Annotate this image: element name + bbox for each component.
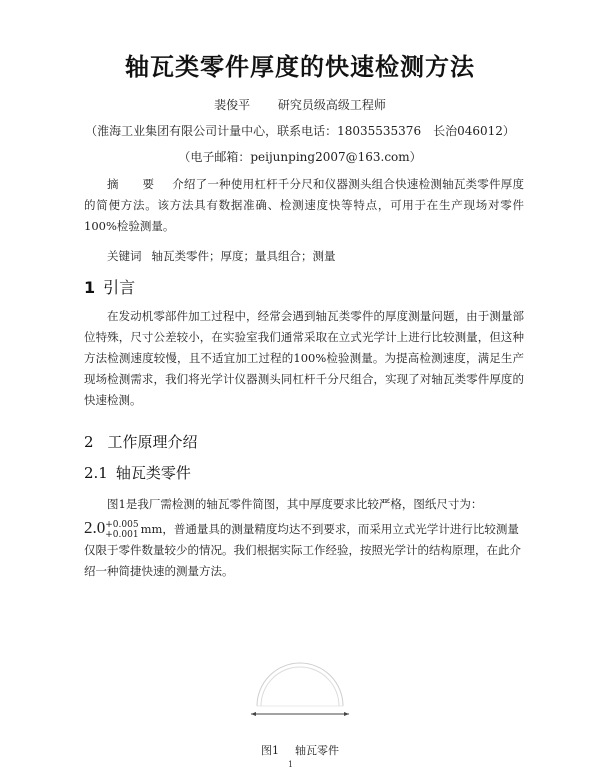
tolerance-upper: +0.005 [105, 520, 139, 530]
bearing-shell-figure [245, 640, 355, 720]
abstract-label: 摘 要 [107, 177, 161, 191]
section-2-1-number: 2.1 [84, 464, 108, 482]
email-line: （电子邮箱：peijunping2007@163.com） [178, 150, 422, 164]
section-2-1-body: ，普通量具的测量精度均达不到要求，而采用立式光学计进行比较测量仅限于零件数量较少的情况。我们根据实际工作经验，按照光学计的结构原理，在此介绍一种简捷快速的测量方法。 [84, 522, 521, 578]
keywords-label: 关键词 [107, 249, 142, 263]
section-1-number: 1 [84, 278, 96, 297]
keywords [84, 246, 524, 267]
section-2-1-heading [84, 462, 191, 483]
section-1-title: 引言 [103, 278, 136, 297]
section-2-number: 2 [84, 433, 94, 451]
abstract [84, 174, 524, 237]
paper-title: 轴瓦类零件厚度的快速检测方法 [125, 53, 475, 81]
section-2-1-title: 轴瓦类零件 [115, 464, 191, 482]
tolerance-base: 2.0 [84, 518, 106, 537]
keywords-text: 轴瓦类零件；厚度；量具组合；测量 [151, 249, 336, 263]
bearing-outer-arc [257, 663, 343, 706]
dimension-arrow-right [344, 712, 349, 716]
tolerance-unit: mm [140, 522, 163, 536]
section-2-title: 工作原理介绍 [107, 433, 198, 451]
abstract-text: 介绍了一种使用杠杆千分尺和仪器测头组合快速检测轴瓦类零件厚度的简便方法。该方法具有数据准确、检测速度快等特点，可用于在生产现场对零件100%检验测量。 [84, 177, 524, 233]
section-2-heading [84, 431, 198, 452]
figure-label: 图1 [261, 744, 279, 757]
author-name: 裴俊平 [214, 98, 251, 112]
tolerance-limits [105, 520, 138, 540]
section-2-1-text2 [84, 517, 524, 582]
section-2-1-text1: 图1是我厂需检测的轴瓦零件简图，其中厚度要求比较严格，图纸尺寸为： [107, 497, 483, 511]
author-role: 研究员级高级工程师 [277, 98, 386, 112]
dimension-arrow-left [251, 712, 256, 716]
figure-caption [0, 742, 600, 758]
section-1-heading [84, 275, 135, 298]
page-number: 1 [288, 760, 294, 769]
affiliation: （淮海工业集团有限公司计量中心，联系电话：18035535376 长治046012） [85, 124, 515, 138]
tolerance-lower: +0.001 [105, 530, 139, 540]
section-1-body: 在发动机零部件加工过程中，经常会遇到轴瓦类零件的厚度测量问题，由于测量部位特殊，尺寸公差较小，在实验室我们通常采取在立式光学计上进行比较测量，但这种方法检测速度较慢，且不适宜加工过程的100%检验测量。为提高检测速度，满足生产现场检测需求，我们将光学计仪器测头同杠杆千分尺组合，实现了对轴瓦类零件厚度的快速检测。 [84, 309, 524, 407]
figure-caption-text: 轴瓦零件 [295, 744, 339, 757]
author-line [0, 96, 600, 113]
